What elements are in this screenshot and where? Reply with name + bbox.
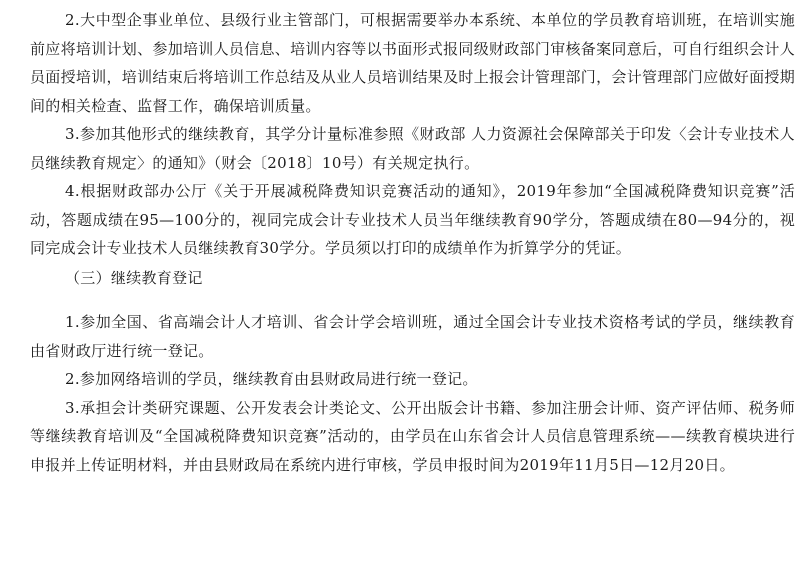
paragraph-registration-1: 1.参加全国、省高端会计人才培训、省会计学会培训班，通过全国会计专业技术资格考试的学员，继续教育由省财政厅进行统一登记。	[30, 313, 795, 360]
paragraph-item-4-tax-quiz: 4.根据财政部办公厅《关于开展减税降费知识竞赛活动的通知》，2019年参加“全国减税降费知识竞赛”活动，答题成绩在95—100分的，视同完成会计专业技术人员当年继续教育90学分，答题成绩在80—94分的，视同完成会计专业技术人员继续教育30学分。学员须以打印的成绩单作为折算学分的凭证。	[30, 182, 795, 257]
paragraph-registration-2: 2.参加网络培训的学员，继续教育由县财政局进行统一登记。	[65, 370, 478, 388]
paragraph-item-2-training-classes: 2.大中型企事业单位、县级行业主管部门，可根据需要举办本系统、本单位的学员教育培训班，在培训实施前应将培训计划、参加培训人员信息、培训内容等以书面形式报同级财政部门审核备案同意后，可自行组织会计人员面授培训，培训结束后将培训工作总结及从业人员培训结果及时上报会计管理部门，会计管理部门应做好面授期间的相关检查、监督工作，确保培训质量。	[30, 11, 796, 115]
paragraph-item-3-other-forms: 3.参加其他形式的继续教育，其学分计量标准参照《财政部 人力资源社会保障部关于印发〈会计专业技术人员继续教育规定〉的通知》（财会〔2018〕10号）有关规定执行。	[30, 125, 795, 172]
section-heading-registration: （三）继续教育登记	[65, 268, 203, 287]
paragraph-registration-3: 3.承担会计类研究课题、公开发表会计类论文、公开出版会计书籍、参加注册会计师、资产评估师、税务师等继续教育培训及“全国减税降费知识竞赛”活动的，由学员在山东省会计人员信息管理系统——续教育模块进行申报并上传证明材料，并由县财政局在系统内进行审核，学员申报时间为2019年11月5日—12月20日。	[30, 398, 795, 474]
